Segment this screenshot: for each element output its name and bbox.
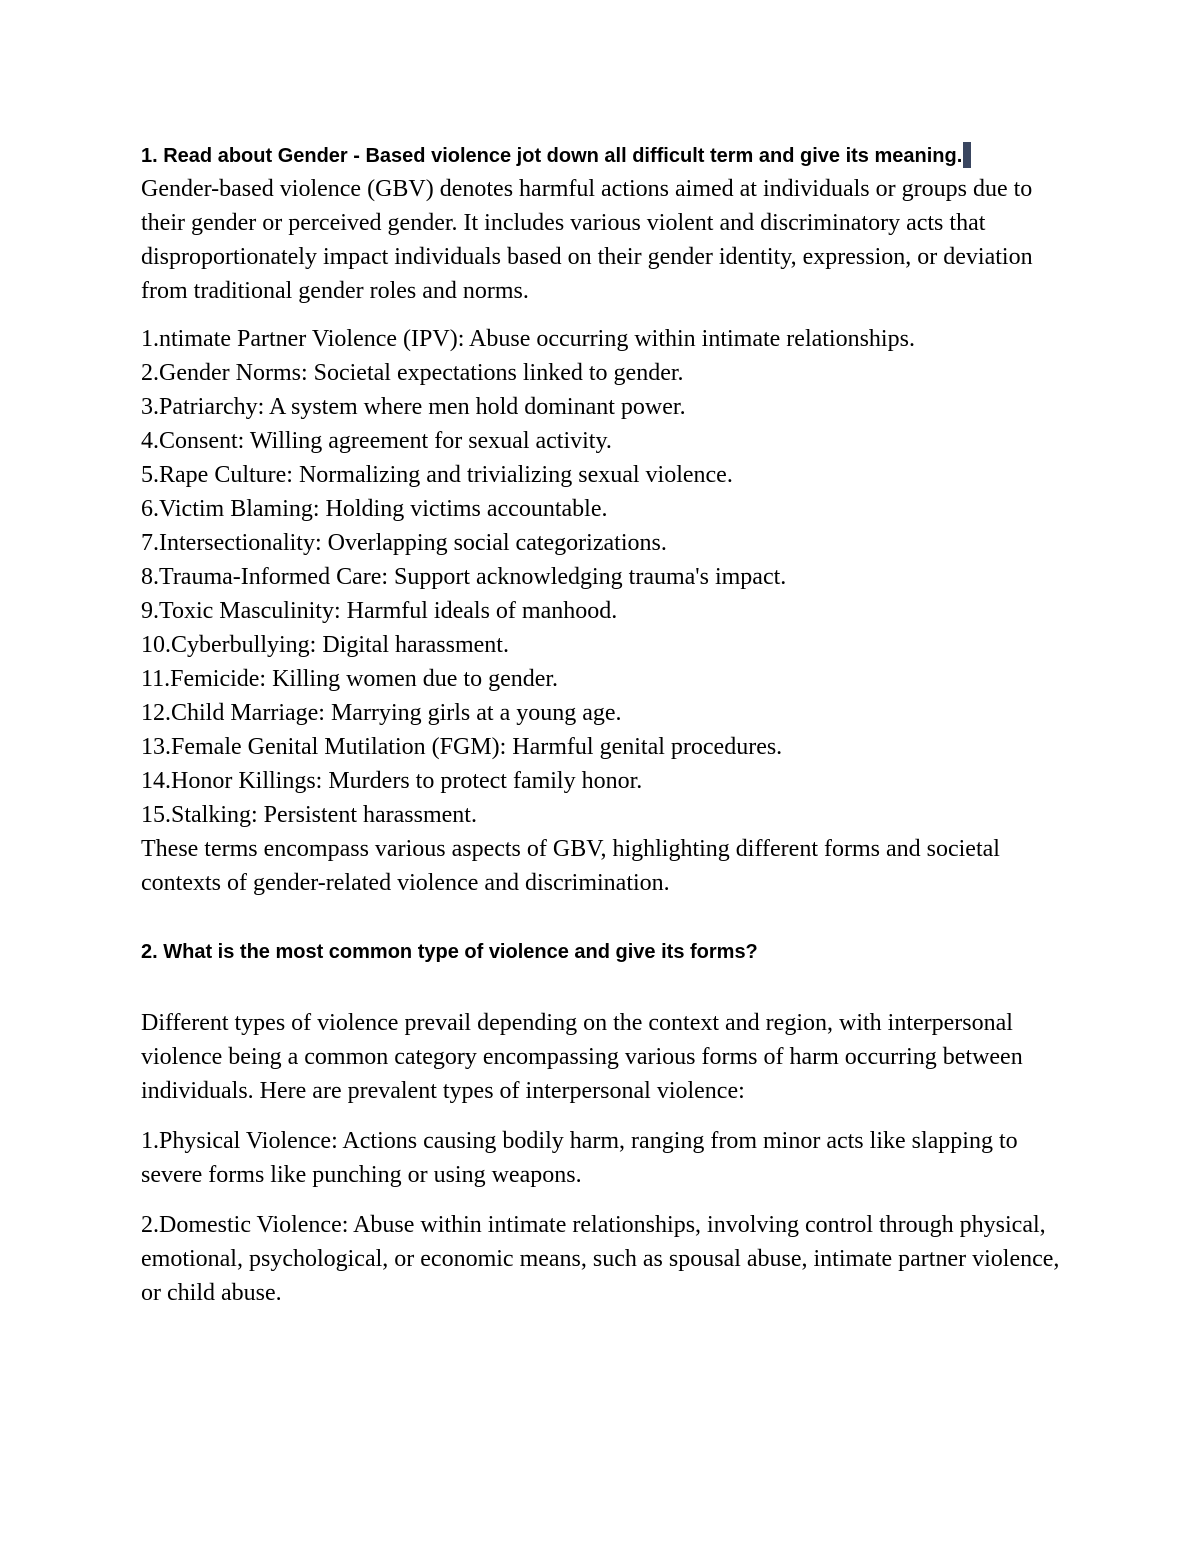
list-item: 11.Femicide: Killing women due to gender. [141, 666, 559, 692]
question-2-heading: 2. What is the most common type of violence and give its forms? [141, 941, 758, 963]
list-item: 10.Cyberbullying: Digital harassment. [141, 632, 509, 658]
question-2-item-domestic: 2.Domestic Violence: Abuse within intimate relationships, involving control through physical, emotional, psychological, or economic means, such as spousal abuse, intimate partner violence, or child abuse. [141, 1212, 1060, 1306]
text-cursor [963, 142, 971, 168]
list-item: 15.Stalking: Persistent harassment. [141, 802, 477, 828]
question-1-heading: 1. Read about Gender - Based violence jot down all difficult term and give its meaning. [141, 142, 1061, 170]
question-2-item-physical: 1.Physical Violence: Actions causing bodily harm, ranging from minor acts like slapping to severe forms like punching or using weapons. [141, 1128, 1018, 1188]
list-item: 9.Toxic Masculinity: Harmful ideals of manhood. [141, 598, 618, 624]
list-item: 3.Patriarchy: A system where men hold dominant power. [141, 394, 686, 420]
question-1-conclusion: These terms encompass various aspects of GBV, highlighting different forms and societal contexts of gender-related violence and discrimination. [141, 836, 1000, 896]
list-item: 13.Female Genital Mutilation (FGM): Harmful genital procedures. [141, 734, 783, 760]
list-item: 8.Trauma-Informed Care: Support acknowledging trauma's impact. [141, 564, 787, 590]
list-item: 4.Consent: Willing agreement for sexual activity. [141, 428, 612, 454]
question-2-intro: Different types of violence prevail depending on the context and region, with interpersonal violence being a common category encompassing various forms of harm occurring between individuals. Here are prevalent types of interpersonal violence: [141, 1010, 1023, 1104]
list-item: 14.Honor Killings: Murders to protect family honor. [141, 768, 643, 794]
terms-list [141, 322, 1061, 832]
document-content [141, 142, 1061, 1310]
list-item: 12.Child Marriage: Marrying girls at a young age. [141, 700, 622, 726]
list-item: 6.Victim Blaming: Holding victims accountable. [141, 496, 608, 522]
list-item: 5.Rape Culture: Normalizing and trivializing sexual violence. [141, 462, 733, 488]
list-item: 2.Gender Norms: Societal expectations linked to gender. [141, 360, 684, 386]
list-item: 7.Intersectionality: Overlapping social categorizations. [141, 530, 667, 556]
question-1-intro: Gender-based violence (GBV) denotes harmful actions aimed at individuals or groups due to their gender or perceived gender. It includes various violent and discriminatory acts that disproportionately impact individuals based on their gender identity, expression, or deviation from traditional gender roles and norms. [141, 176, 1033, 304]
list-item: 1.ntimate Partner Violence (IPV): Abuse occurring within intimate relationships. [141, 326, 915, 352]
